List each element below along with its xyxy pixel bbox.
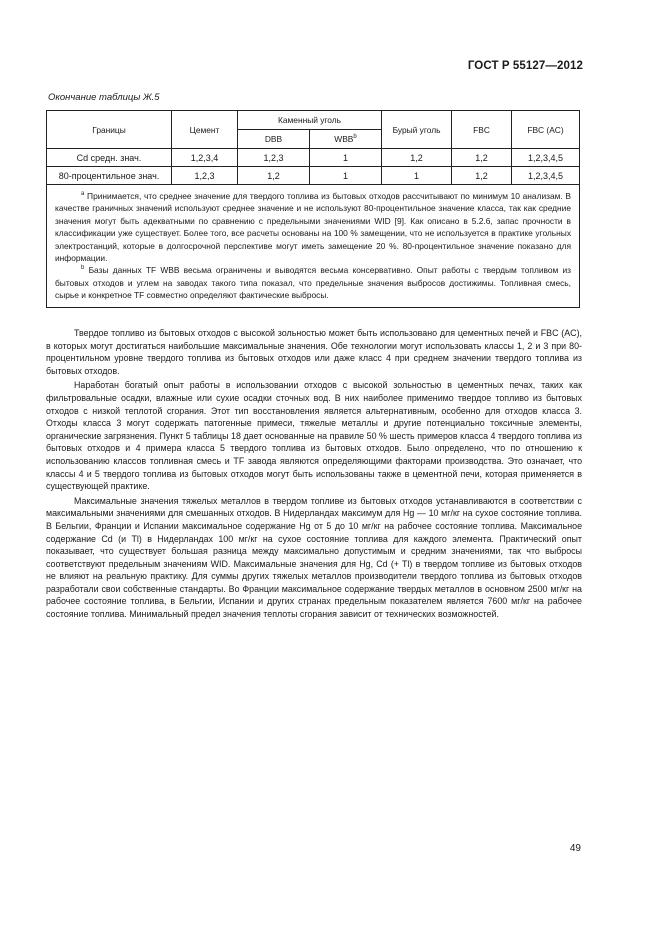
cell-fbc: 1,2 xyxy=(452,167,512,185)
row-label: Cd средн. знач. xyxy=(47,149,172,167)
standard-header: ГОСТ Р 55127—2012 xyxy=(467,60,583,72)
paragraph-2: Наработан богатый опыт работы в использовании отходов с высокой зольностью в цементных печах, таких как фильтровальные осадки, влажные или сухие осадки сточных вод. В них наиболее применимо твердое топливо из бытовых отходов с низкой теплотой сгорания. Этот тип восстановления является альтернативным, особенно для отходов класса 3. Отходы класса 3 могут содержать патогенные примеси, тяжелые металлы и другие потенциально токсичные элементы, органические загрязнения. Пункт 5 таблицы 18 дает основанные на правиле 50 % шесть примеров класса 4 твердого топлива из бытовых отходов и 4 примера класса 5 твердого топлива из бытовых отходов. Было определено, что по отношению к использованию классов топливная смесь и TF завода являются определяющими факторами производства. Это означает, что классы 4 и 5 твердого топлива из бытовых отходов могут быть использованы также в цементной печи, которая применяется в существующей практике. xyxy=(46,380,582,492)
paragraph-3: Максимальные значения тяжелых металлов в твердом топливе из бытовых отходов устанавливаются в соответствии с максимальными значениями для смешанных отходов. В Нидерландах максимум для Hg — 10 мг/кг на сухое состояние топлива. В Бельгии, Франции и Испании максимальное содержание Hg от 5 до 10 мг/кг на рабочее состояние топлива. Максимальное содержание Cd (и Tl) в Нидерландах 100 мг/кг на сухое состояние топлива для каждого элемента. Практический опыт показывает, что существует большая разница между максимально допустимым и средним значениями, так что выбросы соответствуют предельным значениям WID. Максимальные значения для Hg, Cd (+ Tl) в твердом топливе из бытовых отходов не влияют на реальную практику. Для суммы других тяжелых металлов производители твердого топлива из бытовых отходов разработали свои собственные стандарты. Во Франции максимальное содержание твердых металлов в основном 2500 мг/кг на рабочее состояние топлива, в Бельгии, Испании и других странах предельным показателем является 7600 мг/кг на рабочее состояние топлива. Минимальный предел значения теплоты сгорания зависит от технических возможностей. xyxy=(46,495,582,620)
footnote-a-text: Принимается, что среднее значение для твердого топлива из бытовых отходов рассчитывают по минимум 10 анализам. В качестве граничных значений используют среднее значение и не используют 80-процентильное значение класса, так как средние значения могут быть адекватными по сравнению с предельными значениями WID [9]. Как описано в 5.2.6, запас прочности в классификации уже существует. Более того, все расчеты основаны на 100 % замещении, что не используется в практике угольных электростанций, которые в долгосрочной перспективе могут иметь замещение 20 %. 80-процентильное значение показано для информации. xyxy=(55,191,572,264)
cell-fbc-ac: 1,2,3,4,5 xyxy=(512,167,580,185)
footnote-a-mark: a xyxy=(81,191,85,198)
cell-dbb: 1,2 xyxy=(238,167,310,185)
row-label: 80-процентильное знач. xyxy=(47,167,172,185)
table-row xyxy=(47,149,580,167)
header-cement: Цемент xyxy=(172,111,238,149)
table-caption: Окончание таблицы Ж.5 xyxy=(48,92,160,103)
table-notes xyxy=(47,185,580,308)
cell-lignite: 1,2 xyxy=(382,149,452,167)
header-coal: Каменный уголь xyxy=(238,111,382,130)
cell-lignite: 1 xyxy=(382,167,452,185)
paragraph-1: Твердое топливо из бытовых отходов с высокой зольностью может быть использовано для цементных печей и FBC (AC), в которых могут достигаться наибольшие максимальные значения. Обе технологии могут использовать классы 1, 2 и 3 при 80-процентильном уровне твердого топлива из бытовых отходов или даже класс 4 при среднем значении твердого топлива из бытовых отходов. xyxy=(46,328,582,376)
header-dbb: DBB xyxy=(238,130,310,149)
header-fbc: FBC xyxy=(452,111,512,149)
cell-cement: 1,2,3,4 xyxy=(172,149,238,167)
body-text xyxy=(46,327,582,621)
footnote-b xyxy=(55,264,571,301)
header-wbb-footnote: b xyxy=(353,134,357,141)
cell-wbb: 1 xyxy=(310,167,382,185)
footnote-b-text: Базы данных TF WBB весьма ограничены и выводятся весьма консервативно. Опыт работы с твердым топливом из бытовых отходов и углем на заводах такого типа показал, что предельные значения выбросов достижимы. Топливная смесь, сырье и конкретное TF совместно определяют фактические выбросы. xyxy=(55,265,572,301)
header-wbb xyxy=(310,130,382,149)
header-lignite: Бурый уголь xyxy=(382,111,452,149)
footnote-a xyxy=(55,190,571,264)
header-wbb-label: WBB xyxy=(334,134,354,144)
table-row xyxy=(47,167,580,185)
limits-table xyxy=(46,110,580,308)
footnote-b-mark: b xyxy=(81,265,85,272)
header-boundaries: Границы xyxy=(47,111,172,149)
cell-fbc: 1,2 xyxy=(452,149,512,167)
cell-cement: 1,2,3 xyxy=(172,167,238,185)
cell-wbb: 1 xyxy=(310,149,382,167)
cell-fbc-ac: 1,2,3,4,5 xyxy=(512,149,580,167)
cell-dbb: 1,2,3 xyxy=(238,149,310,167)
header-fbc-ac: FBC (AC) xyxy=(512,111,580,149)
page-number: 49 xyxy=(569,843,581,854)
